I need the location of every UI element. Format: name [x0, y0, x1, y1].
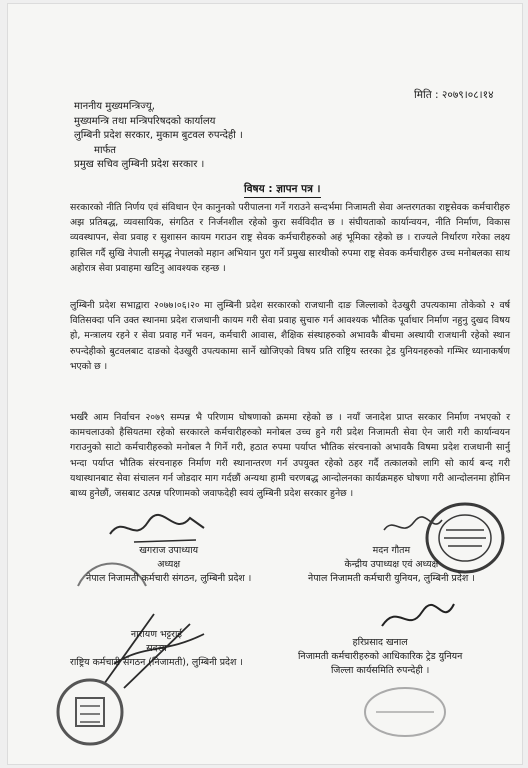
addressee-line: प्रमुख सचिव लुम्बिनी प्रदेश सरकार । — [74, 159, 205, 170]
signatory-role: निजामती कर्मचारीहरुको आधिकारिक ट्रेड युनियन — [298, 651, 463, 662]
addressee-block — [74, 100, 243, 173]
signatory-name: हरिप्रसाद खनाल — [352, 637, 408, 648]
signatory-org: राष्ट्रिय कर्मचारी संगठन (निजामती), लुम्बिनी प्रदेश । — [70, 657, 243, 668]
signatory-org: जिल्ला कार्यसमिति रुपन्देही । — [330, 665, 430, 676]
subject-heading: विषय : ज्ञापन पत्र । — [244, 182, 321, 198]
body-paragraph — [70, 200, 510, 276]
body-paragraph — [70, 298, 510, 374]
document-sheet — [8, 4, 522, 764]
addressee-line: लुम्बिनी प्रदेश सरकार, मुकाम बुटवल रुपन्देही । — [74, 130, 243, 141]
signatory-name: खगराज उपाध्याय — [139, 545, 199, 556]
signatory-role: केन्द्रीय उपाध्यक्ष एवं अध्यक्ष — [344, 559, 439, 570]
signatory-name: नारायण भट्टराई — [130, 629, 183, 640]
body-paragraph-text: लुम्बिनी प्रदेश सभाद्वारा २०७७।०६।२० मा लुम्बिनी प्रदेश सरकारको राजधानी दाङ जिल्लाको देउखुरी उपत्यकामा तोकेको २ वर्ष वितिसक्दा पनि उक्त स्थानमा प्रदेश राजधानी कायम गरी सेवा प्रवाह सुचारु गर्न आवश्यक भौतिक पूर्वाधार निर्माण नहुनु दुखद विषय हो, मन्त्रालय रहने र सेवा प्रवाह गर्ने भवन, कर्मचारी आवास, शैक्षिक संस्थाहरुको अभावकै बीचमा अस्थायी राजधानी रहेको स्थान रुपन्देहीको बुटवलबाट दाङको देउखुरी उपत्यकामा सार्ने खोजिएको विषय प्रति राष्ट्रिय स्तरका ट्रेड युनियनहरुको गम्भिर ध्यानाकर्षण भएको छ । — [70, 300, 510, 372]
union-seal-stamp — [360, 684, 450, 740]
signatory-block — [298, 636, 462, 678]
date-label: मिति : २०७९।०८।१४ — [414, 89, 494, 101]
organization-stamp — [52, 676, 128, 748]
body-paragraph-text: सरकारको नीति निर्णय एवं संविधान ऐन कानुनको परीपालना गर्ने गराउने सन्दर्भमा निजामती सेवा अन्तरगतका राष्ट्रसेवक कर्मचारीहरु अझ प्रतिबद्ध, व्यवसायिक, संगठित र निर्जनशील रहेको कुरा सर्वविदीत छ । संघीयताको कार्यान्वयन, नीति निर्माण, विकास व्यवस्थापन, सेवा प्रवाह र सुशासन कायम गराउन राष्ट्र सेवक कर्मचारीहरुको अहं भूमिका रहेको छ । राज्यले निर्धारण गरेका लक्ष्य हासिल गर्दै सुखि नेपाली समृद्ध नेपालको महान अभियान पुरा गर्ने प्रमुख सारथीको रुपमा राष्ट्र सेवक कर्मचारीहरु उच्च मनोबलका साथ अहोरात्र सेवा प्रवाहमा खटिनु आवश्यक रहन्छ । — [70, 202, 510, 274]
signatory-role: अध्यक्ष — [157, 559, 181, 570]
body-paragraph-text: भर्खरै आम निर्वाचन २०७९ सम्पन्न भै परिणाम घोषणाको क्रममा रहेको छ । नयाँ जनादेश प्राप्त सरकार निर्माण नभएको र कामचलाउको हैसियतमा रहेको सरकारले कर्मचारीहरुको मनोबल उच्च हुने गरी प्रदेश निजामती सेवा ऐन जारी गरी कार्यान्वयन गराउनुको साटो कर्मचारीहरुको मनोबल नै गिर्ने गरी, हठात रुपमा पर्याप्त भौतिक संरचनाको अभावकै विषमा प्रदेश राजधानी सार्नु भन्दा पर्याप्त भौतिक संरचनाहरु निर्माण गरी स्थानान्तरण गर्न उपयुक्त रहेको ठहर गर्दै तत्कालको लागि सो कार्य बन्द गरी यथास्थानबाट सेवा संचालन गर्न जोडदार माग गर्दछौं अन्यथा हामी चरणबद्ध आन्दोलनका कार्यक्रमहरु घोषणा गरी आन्दोलनमा होमिन बाध्य हुनेछौं, जसबाट उत्पन्न परिणामको जवाफदेही स्वयं लुम्बिनी प्रदेश सरकार हुनेछ । — [70, 412, 510, 500]
signatory-name: मदन गौतम — [372, 545, 411, 556]
signature-scribble — [378, 598, 458, 638]
signatory-block — [308, 544, 475, 586]
signatory-org: नेपाल निजामती कर्मचारी युनियन, लुम्बिनी प्रदेश । — [308, 573, 475, 584]
addressee-line: माननीय मुख्यमन्त्रिज्यू, — [74, 101, 155, 112]
signatory-org: नेपाल निजामती कर्मचारी संगठन, लुम्बिनी प्रदेश । — [86, 573, 252, 584]
body-paragraph — [70, 410, 510, 501]
signatory-role: सदस्य — [146, 643, 167, 654]
addressee-line: मुख्यमन्त्रि तथा मन्त्रिपरिषदको कार्यालय — [74, 115, 216, 127]
signatory-block — [86, 544, 251, 586]
signatory-block — [70, 628, 243, 670]
via-label: मार्फत — [94, 144, 116, 156]
